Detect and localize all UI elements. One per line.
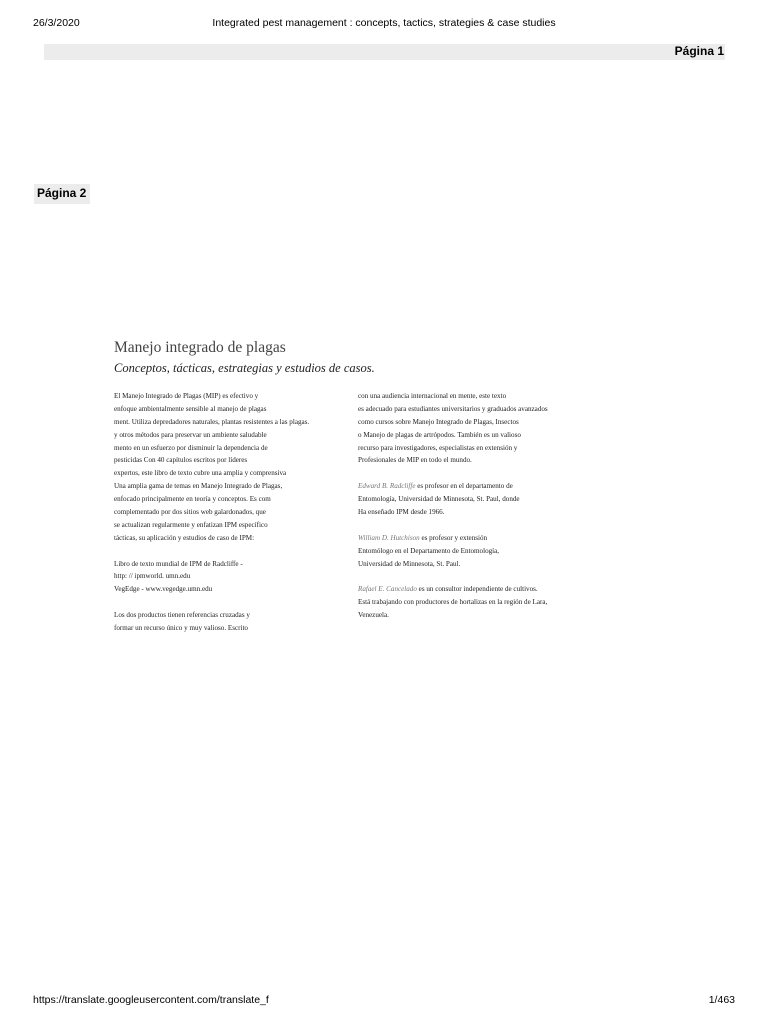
paragraph-line: y otros métodos para preservar un ambiente saludable (114, 430, 267, 439)
line-text: Venezuela. (358, 611, 389, 620)
author-name: Edward B. Radcliffe (358, 482, 416, 491)
paragraph-line: pesticidas Con 40 capítulos escritos por líderes (114, 456, 248, 465)
page-1-header-bar (44, 44, 725, 60)
paragraph-line: enfoque ambientalmente sensible al manejo de plagas (114, 404, 267, 413)
paragraph-line (114, 545, 309, 558)
paragraph-line: formar un recurso único y muy valioso. Escrito (114, 624, 248, 633)
paragraph-line (358, 403, 548, 416)
paragraph-line: Libro de texto mundial de IPM de Radcliffe - (114, 559, 243, 568)
line-text: Entomólogo en el Departamento de Entomología, (358, 546, 500, 555)
paragraph-line (358, 442, 548, 455)
paragraph-line: complementado por dos sitios web galardonados, que (114, 508, 266, 517)
print-date: 26/3/2020 (33, 17, 80, 29)
paragraph-line (358, 583, 548, 596)
paragraph-line (358, 390, 548, 403)
page-2-label: Página 2 (37, 186, 87, 200)
paragraph-line (358, 596, 548, 609)
paragraph-line: enfocado principalmente en teoría y conceptos. Es com (114, 495, 271, 504)
paragraph-line: http: // ipmworld. umn.edu (114, 572, 191, 581)
line-text: es profesor y extensión (419, 533, 488, 542)
paragraph-line (358, 570, 548, 583)
paragraph-line: El Manejo Integrado de Plagas (MIP) es efectivo y (114, 392, 259, 400)
paragraph-line (358, 454, 548, 467)
paragraph-line: mento en un esfuerzo por disminuir la dependencia de (114, 443, 268, 452)
document-title: Manejo integrado de plagas (114, 339, 286, 356)
line-text: Está trabajando con productores de hortalizas en la región de Lara, (358, 598, 548, 607)
footer-page-count: 1/463 (708, 994, 735, 1006)
paragraph-line (358, 506, 548, 519)
line-text: Ha enseñado IPM desde 1966. (358, 508, 445, 517)
paragraph-line (358, 545, 548, 558)
author-name: Rafael E. Cancelado (358, 585, 417, 594)
paragraph-line: expertos, este libro de texto cubre una amplia y comprensiva (114, 469, 287, 478)
line-text: es profesor en el departamento de (415, 482, 513, 491)
paragraph-line (358, 429, 548, 442)
line-text: Profesionales de MIP en todo el mundo. (358, 456, 472, 465)
print-title: Integrated pest management : concepts, tactics, strategies & case studies (212, 17, 556, 29)
paragraph-line (358, 532, 548, 545)
paragraph-line (358, 609, 548, 622)
footer-url: https://translate.googleusercontent.com/translate_f (33, 994, 269, 1006)
paragraph-line (358, 519, 548, 532)
line-text: es adecuado para estudiantes universitarios y graduados avanzados (358, 404, 548, 413)
line-text: Entomología, Universidad de Minnesota, St. Paul, donde (358, 495, 520, 504)
paragraph-line (358, 480, 548, 493)
line-text: como cursos sobre Manejo Integrado de Plagas, Insectos (358, 417, 519, 426)
line-text: o Manejo de plagas de artrópodos. También es un valioso (358, 430, 521, 439)
author-name: William D. Hutchison (358, 533, 420, 542)
paragraph-line (358, 416, 548, 429)
paragraph-line (114, 596, 309, 609)
right-text-column (358, 390, 548, 622)
paragraph-line (358, 467, 548, 480)
paragraph-line: tácticas, su aplicación y estudios de caso de IPM: (114, 533, 255, 542)
page-1-label: Página 1 (674, 44, 724, 58)
paragraph-line: VegEdge - www.vegedge.umn.edu (114, 585, 213, 594)
paragraph-line: ment. Utiliza depredadores naturales, plantas resistentes a las plagas. (114, 417, 310, 426)
line-text: recurso para investigadores, especialistas en extensión y (358, 443, 518, 452)
document-subtitle: Conceptos, tácticas, estrategias y estudios de casos. (114, 361, 375, 375)
paragraph-line (358, 493, 548, 506)
paragraph-line: Los dos productos tienen referencias cruzadas y (114, 611, 250, 620)
paragraph-line: Una amplia gama de temas en Manejo Integrado de Plagas, (114, 482, 283, 491)
line-text: es un consultor independiente de cultivos. (416, 585, 538, 594)
paragraph-line: se actualizan regularmente y enfatizan IPM específico (114, 520, 268, 529)
line-text: Universidad de Minnesota, St. Paul. (358, 559, 461, 568)
left-text-column (114, 390, 309, 635)
line-text: con una audiencia internacional en mente, este texto (358, 392, 507, 400)
paragraph-line (358, 558, 548, 571)
